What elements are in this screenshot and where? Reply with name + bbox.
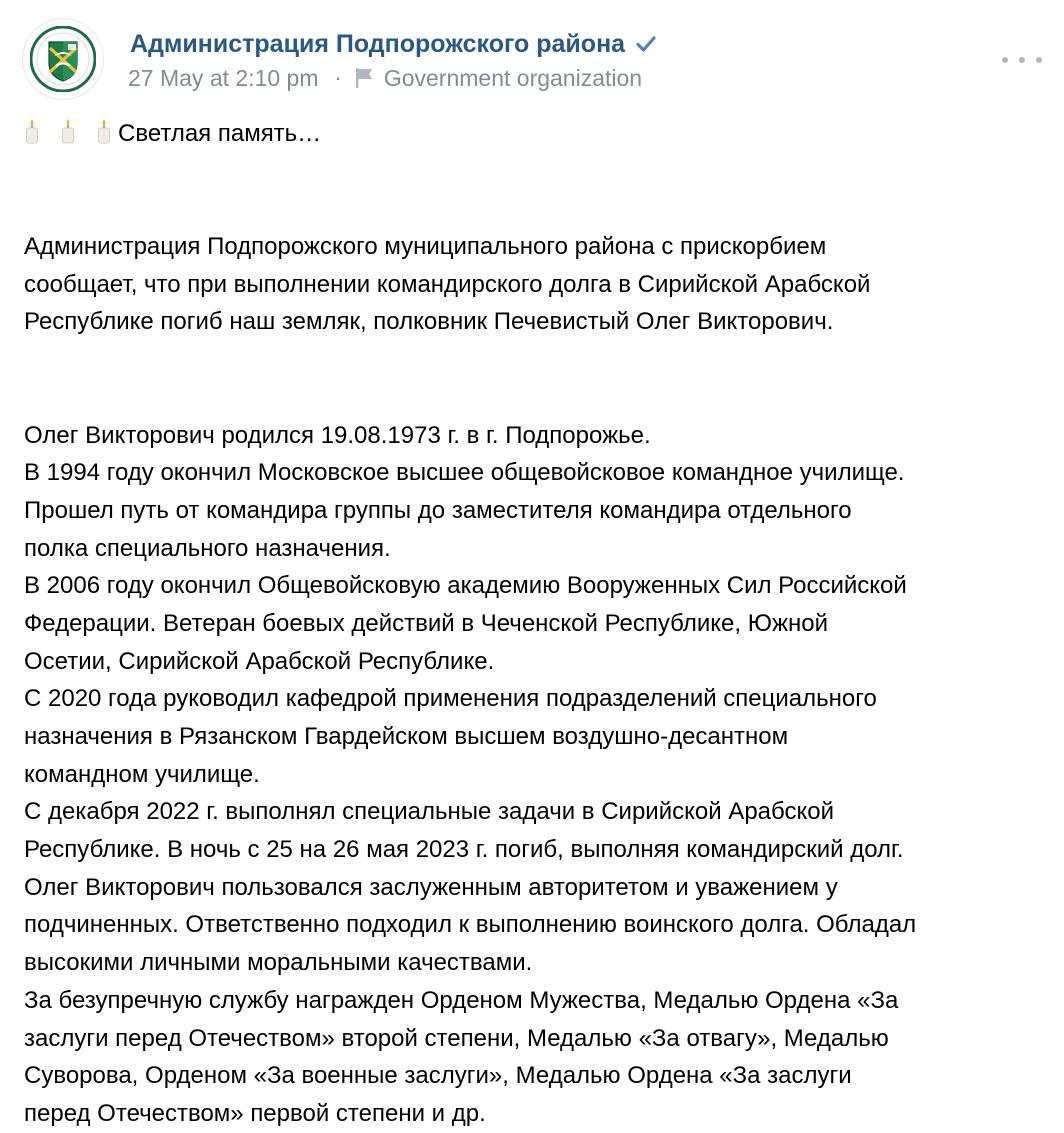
bio-line: Республике. В ночь с 25 на 26 мая 2023 г. погиб, выполняя командирский долг. — [24, 836, 904, 864]
page-category: Government organization — [383, 64, 643, 91]
post-meta — [128, 60, 642, 96]
blank-line — [24, 379, 1054, 417]
author-avatar[interactable] — [22, 18, 104, 100]
author-line — [130, 26, 657, 62]
candle-icon — [24, 118, 40, 156]
author-name-link[interactable]: Администрация Подпорожского района — [130, 29, 626, 58]
bio-line: С 2020 года руководил кафедрой применения подразделений специального — [24, 685, 877, 713]
bio-line: За безупречную службу награжден Орденом Мужества, Медалью Ордена «За — [24, 986, 899, 1014]
candle-icon — [60, 118, 76, 156]
bio-line: подчиненных. Ответственно подходил к выполнению воинского долга. Обладал — [24, 911, 917, 939]
post-text — [24, 115, 1054, 1133]
bio-line: Суворова, Орденом «За военные заслуги», Медалью Ордена «За заслуги — [24, 1062, 852, 1090]
intro-line: сообщает, что при выполнении командирского долга в Сирийской Арабской — [24, 270, 871, 298]
verified-check-icon — [635, 33, 657, 55]
more-dot — [1036, 57, 1042, 63]
bio-line: назначения в Рязанском Гвардейском высшем воздушно-десантном — [24, 723, 789, 750]
post-header — [22, 18, 1052, 98]
more-dot — [1002, 57, 1008, 63]
post-date-link[interactable]: 27 May at 2:10 pm — [128, 64, 319, 91]
bio-line: полка специального назначения. — [24, 534, 391, 562]
candle-emojis — [24, 118, 112, 156]
flag-icon — [354, 67, 374, 89]
bio-line: перед Отечеством» первой степени и др. — [24, 1099, 486, 1127]
bio-line: командном училище. — [24, 760, 260, 788]
meta-separator: · — [334, 65, 342, 90]
blank-line — [24, 153, 1054, 191]
bio-line: В 2006 году окончил Общевойсковую академию Вооруженных Сил Российской — [24, 572, 907, 600]
bio-line: Федерации. Ветеран боевых действий в Чеченской Республике, Южной — [24, 609, 829, 637]
candle-icon — [96, 118, 112, 156]
more-dot — [1019, 57, 1025, 63]
post-headline: Светлая память… — [118, 120, 322, 147]
blank-line — [24, 190, 1054, 228]
blank-line — [24, 341, 1054, 379]
bio-line: Осетии, Сирийской Арабской Республике. — [24, 647, 495, 675]
bio-line: Олег Викторович родился 19.08.1973 г. в г. Подпорожье. — [24, 421, 651, 449]
bio-line: заслуги перед Отечеством» второй степени, Медалью «За отвагу», Медалью — [24, 1024, 889, 1052]
bio-line: высокими личными моральными качествами. — [24, 949, 533, 977]
bio-line: Олег Викторович пользовался заслуженным авторитетом и уважением у — [24, 873, 838, 901]
more-dots-icon[interactable] — [1002, 48, 1042, 72]
district-emblem-icon — [30, 26, 96, 92]
intro-line: Республике погиб наш земляк, полковник Печевистый Олег Викторович. — [24, 308, 834, 336]
bio-line: С декабря 2022 г. выполнял специальные задачи в Сирийской Арабской — [24, 798, 835, 826]
headline-line — [24, 115, 1054, 153]
intro-line: Администрация Подпорожского муниципального района с прискорбием — [24, 233, 827, 261]
bio-line: Прошел путь от командира группы до заместителя командира отдельного — [24, 496, 852, 524]
bio-line: В 1994 году окончил Московское высшее общевойсковое командное училище. — [24, 459, 905, 487]
